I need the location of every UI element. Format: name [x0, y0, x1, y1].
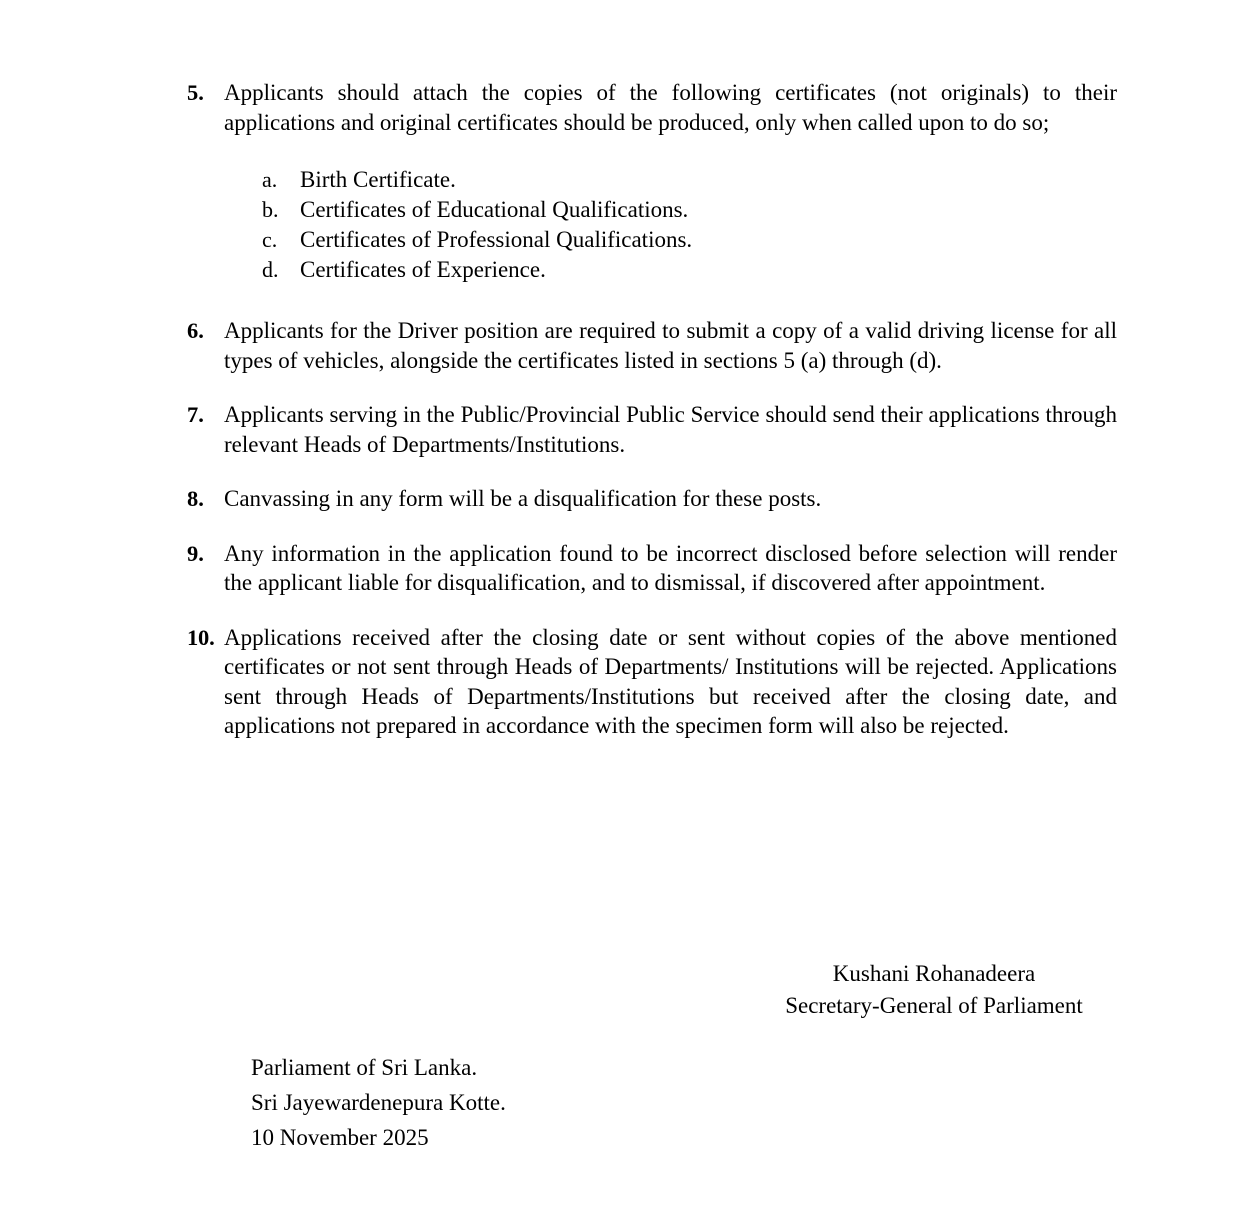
footer-date: 10 November 2025 — [251, 1125, 429, 1150]
sub-list-item-letter: a. — [262, 167, 278, 192]
signature-block — [697, 958, 1171, 1022]
sub-list-item-label: Birth Certificate. — [300, 167, 456, 192]
signatory-name: Kushani Rohanadeera — [832, 961, 1036, 986]
list-item-text: Applications received after the closing date or sent without copies of the above mentioned certificates or not sent through Heads of Departments/ Institutions will be rejected. Applications sent through Heads of Departments/Institutions but received after the closing date, and applications not prepared in accordance with the specimen form will also be rejected. — [224, 624, 1117, 738]
list-item-number: 6. — [187, 318, 204, 343]
list-item-text: Applicants for the Driver position are required to submit a copy of a valid driving license for all types of vehicles, alongside the certificates listed in sections 5 (a) through (d). — [224, 318, 1117, 373]
sub-list-item — [262, 255, 1117, 285]
numbered-list — [187, 78, 1117, 766]
list-item-text — [224, 78, 1117, 291]
sub-list-item-letter: d. — [262, 257, 279, 282]
sub-list-item-letter: b. — [262, 197, 279, 222]
list-item — [187, 484, 1117, 514]
list-item-number: 7. — [187, 402, 204, 427]
sub-list — [262, 165, 1117, 285]
list-item — [187, 623, 1117, 741]
sub-list-item-label: Certificates of Experience. — [300, 257, 546, 282]
sub-list-item — [262, 195, 1117, 225]
list-item-number: 5. — [187, 80, 204, 105]
list-item-number: 9. — [187, 540, 204, 566]
sub-list-item — [262, 225, 1117, 255]
list-item-text: Any information in the application found to be incorrect disclosed before selection will render the applicant liable for disqualification, and to dismissal, if discovered after appointment. — [224, 540, 1117, 595]
list-item-number: 10. — [187, 624, 215, 650]
list-item — [187, 78, 1117, 291]
list-item — [187, 400, 1117, 459]
footer-organisation: Parliament of Sri Lanka. — [251, 1055, 478, 1080]
footer-address-block — [251, 1050, 506, 1155]
sub-list-item-label: Certificates of Professional Qualifications. — [300, 227, 693, 252]
list-item — [187, 539, 1117, 598]
list-item — [187, 316, 1117, 375]
sub-list-item-letter: c. — [262, 227, 278, 252]
signatory-title: Secretary-General of Parliament — [785, 993, 1083, 1018]
list-item-text: Canvassing in any form will be a disqualification for these posts. — [224, 486, 822, 511]
list-item-text: Applicants serving in the Public/Provincial Public Service should send their applications through relevant Heads of Departments/Institutions. — [224, 402, 1117, 457]
list-item-number: 8. — [187, 486, 204, 511]
footer-location: Sri Jayewardenepura Kotte. — [251, 1090, 506, 1115]
sub-list-item — [262, 165, 1117, 195]
list-item-paragraph: Applicants should attach the copies of the following certificates (not originals) to their applications and original certificates should be produced, only when called upon to do so; — [224, 80, 1117, 135]
sub-list-item-label: Certificates of Educational Qualifications. — [300, 197, 689, 222]
